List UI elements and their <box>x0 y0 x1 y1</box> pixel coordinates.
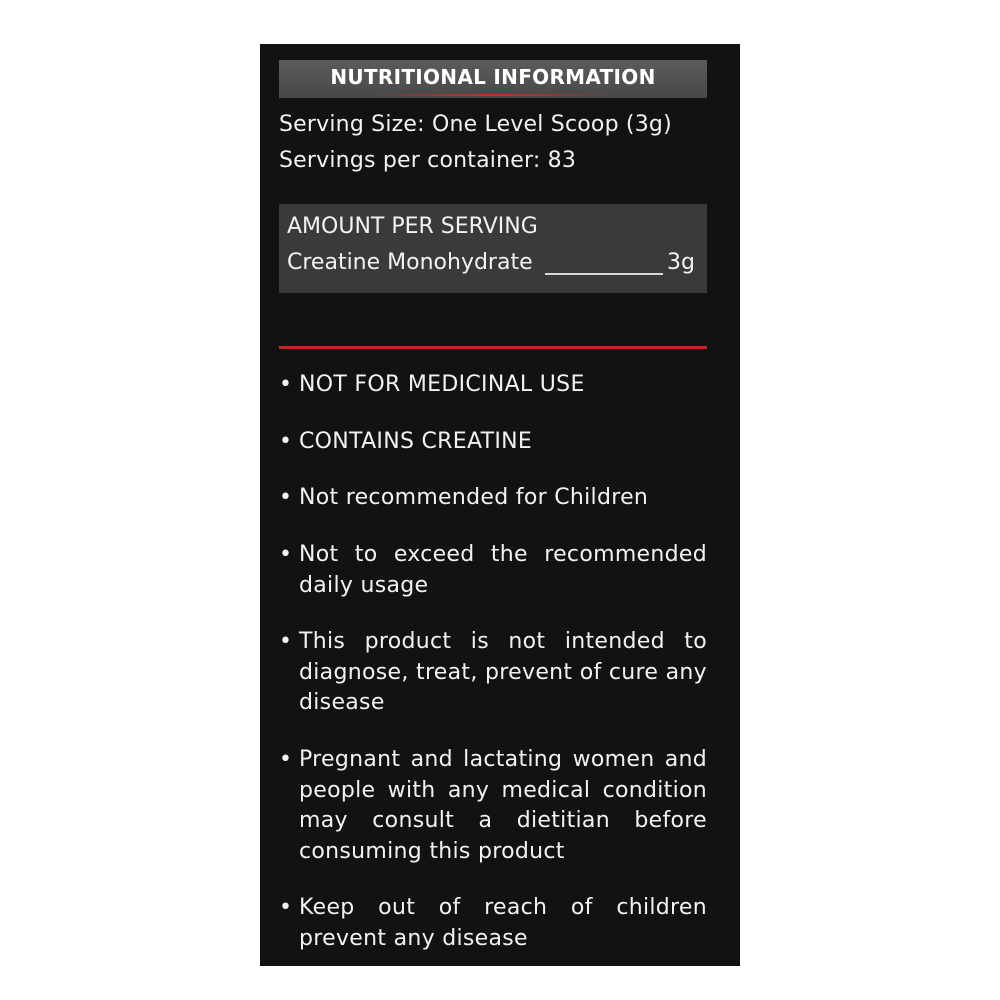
ingredient-name: Creatine Monohydrate <box>287 250 533 275</box>
warning-item <box>279 427 707 458</box>
serving-size: Serving Size: One Level Scoop (3g) <box>279 112 672 137</box>
amount-heading: AMOUNT PER SERVING <box>287 214 538 239</box>
bullet-icon: • <box>279 485 293 510</box>
warning-text: Not recommended for Children <box>299 485 649 510</box>
bullet-icon: • <box>279 542 293 567</box>
title-accent-line <box>373 94 613 96</box>
dotted-leader <box>545 273 663 275</box>
ingredient-amount: 3g <box>667 250 695 275</box>
amount-per-serving-box <box>279 204 707 293</box>
servings-per-container: Servings per container: 83 <box>279 148 577 173</box>
warning-item <box>279 627 707 719</box>
warning-text: Pregnant and lactating women and people with any medical condition may consult a dietitian before consuming this product <box>299 747 707 864</box>
panel-title: NUTRITIONAL INFORMATION <box>330 65 656 89</box>
section-divider <box>279 346 707 349</box>
warning-item <box>279 893 707 954</box>
nutrition-panel <box>260 44 740 966</box>
warning-item <box>279 745 707 867</box>
warning-text: This product is not intended to diagnose, treat, prevent of cure any disease <box>299 629 707 715</box>
warning-text: CONTAINS CREATINE <box>299 429 533 454</box>
warning-text: Keep out of reach of children prevent any disease <box>299 895 707 951</box>
warning-text: NOT FOR MEDICINAL USE <box>299 372 585 397</box>
bullet-icon: • <box>279 895 293 920</box>
warning-item <box>279 540 707 601</box>
warning-item <box>279 370 707 401</box>
title-bar <box>279 60 707 98</box>
bullet-icon: • <box>279 372 293 397</box>
warning-item <box>279 483 707 514</box>
ingredient-row <box>287 250 695 280</box>
warning-text: Not to exceed the recommended daily usage <box>299 542 707 598</box>
bullet-icon: • <box>279 629 293 654</box>
bullet-icon: • <box>279 747 293 772</box>
bullet-icon: • <box>279 429 293 454</box>
